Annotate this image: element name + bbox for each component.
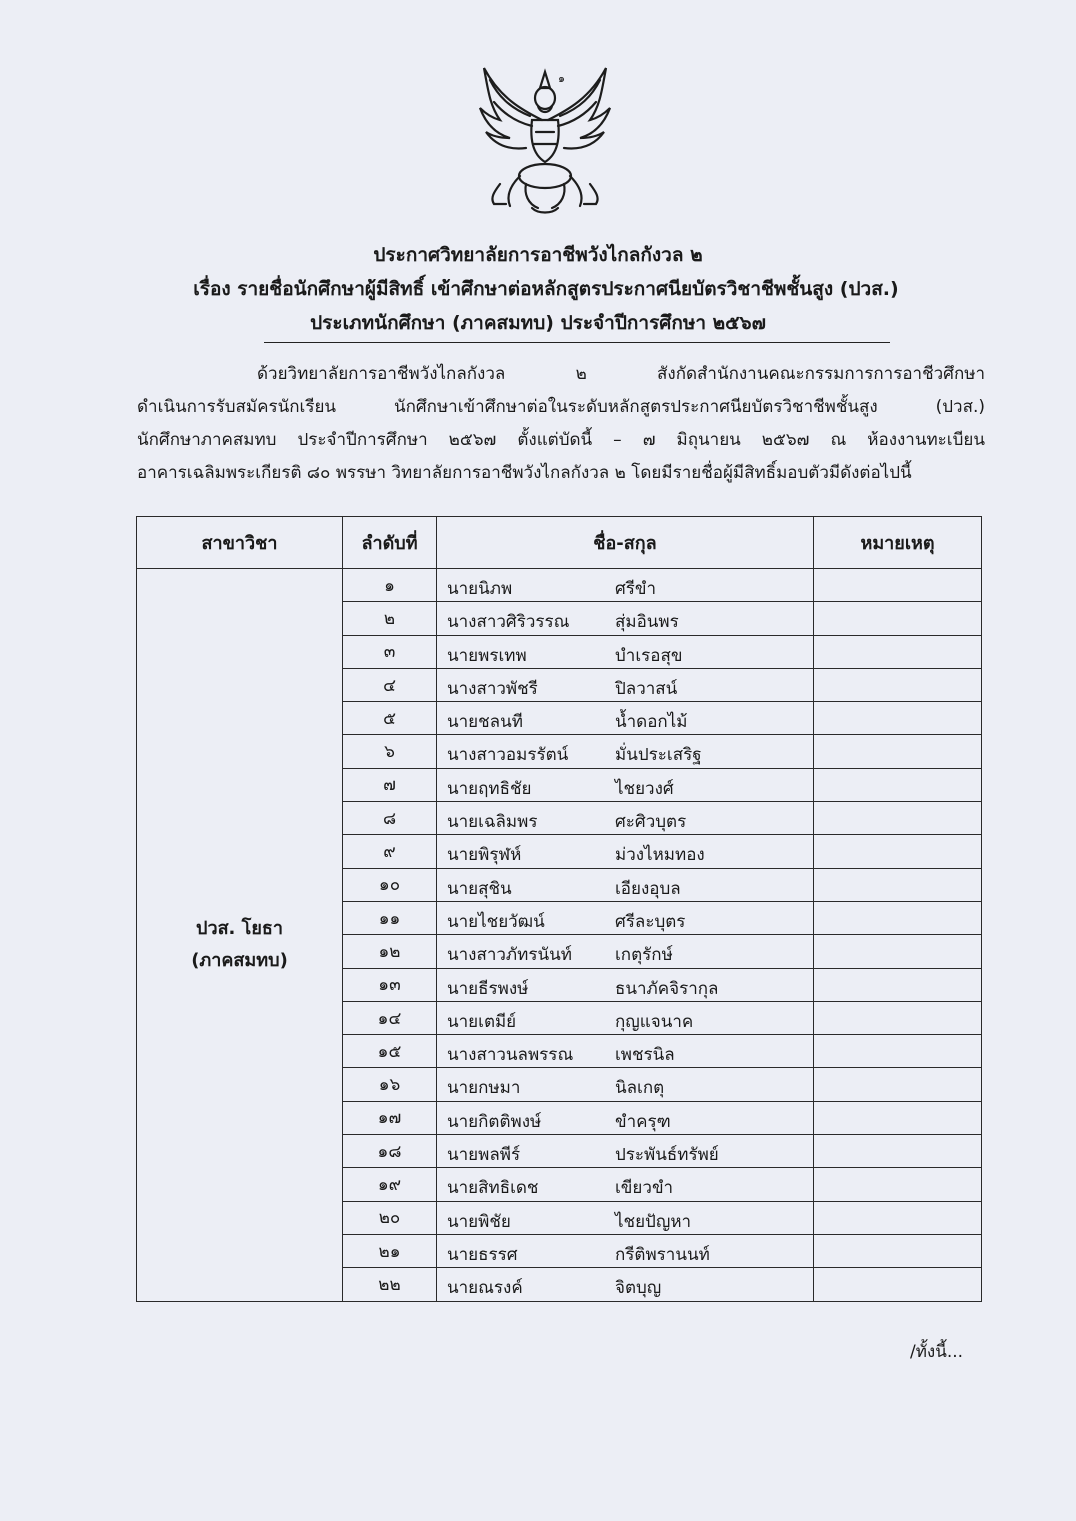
- garuda-emblem-icon: [470, 58, 620, 216]
- student-last-name: ปิลวาสน์: [615, 678, 678, 699]
- remark-cell: [814, 1168, 982, 1201]
- row-number: ๗: [343, 768, 437, 801]
- student-first-name: นายกษมา: [447, 1078, 521, 1099]
- student-first-name: นายณรงค์: [447, 1278, 523, 1299]
- student-first-name: นางสาวอมรรัตน์: [447, 745, 569, 766]
- student-last-name: นิลเกตุ: [615, 1078, 665, 1099]
- remark-cell: [814, 702, 982, 735]
- student-first-name: นายสิทธิเดช: [447, 1178, 539, 1199]
- student-first-name: นายพลพีร์: [447, 1145, 521, 1166]
- student-first-name: นายนิภพ: [447, 579, 513, 599]
- student-last-name: น้ำดอกไม้: [615, 712, 688, 733]
- emblem-digit: ๑: [558, 72, 565, 85]
- student-last-name: ไชยวงศ์: [615, 778, 674, 799]
- row-number: ๙: [343, 835, 437, 868]
- student-name-cell: [437, 901, 814, 934]
- student-last-name: ม่วงไหมทอง: [615, 845, 705, 866]
- student-first-name: นายสุชิน: [447, 878, 512, 899]
- student-name-cell: [437, 702, 814, 735]
- row-number: ๔: [343, 668, 437, 701]
- student-last-name: สุ่มอินพร: [615, 612, 679, 633]
- student-last-name: ศรีละบุตร: [615, 911, 686, 932]
- body-paragraph-line-1: ด้วยวิทยาลัยการอาชีพวังไกลกังวล ๒ สังกัดสำนักงานคณะกรรมการการอาชีวศึกษา: [257, 364, 985, 384]
- student-name-cell: [437, 1001, 814, 1034]
- student-name-cell: [437, 1201, 814, 1234]
- student-last-name: ประพันธ์ทรัพย์: [615, 1145, 719, 1166]
- header-remark: หมายเหตุ: [814, 517, 982, 569]
- row-number: ๑๗: [343, 1101, 437, 1134]
- student-name-cell: [437, 668, 814, 701]
- row-number: ๕: [343, 702, 437, 735]
- remark-cell: [814, 868, 982, 901]
- remark-cell: [814, 835, 982, 868]
- remark-cell: [814, 1068, 982, 1101]
- student-name-cell: [437, 1234, 814, 1267]
- student-last-name: กุญแจนาค: [615, 1011, 694, 1032]
- remark-cell: [814, 802, 982, 835]
- header-number: ลำดับที่: [343, 517, 437, 569]
- student-name-cell: [437, 835, 814, 868]
- student-name-cell: [437, 1068, 814, 1101]
- student-name-cell: [437, 802, 814, 835]
- row-number: ๒๐: [343, 1201, 437, 1234]
- student-last-name: ธนาภัคจิรากุล: [615, 978, 719, 999]
- remark-cell: [814, 768, 982, 801]
- row-number: ๑๙: [343, 1168, 437, 1201]
- student-first-name: นายฤทธิชัย: [447, 778, 532, 799]
- row-number: ๓: [343, 635, 437, 668]
- student-last-name: เขียวขำ: [615, 1178, 674, 1199]
- student-name-cell: [437, 602, 814, 635]
- remark-cell: [814, 901, 982, 934]
- student-last-name: ไชยปัญหา: [615, 1211, 692, 1232]
- header-name: ชื่อ-สกุล: [437, 517, 814, 569]
- student-last-name: เอียงอุบล: [615, 878, 681, 899]
- remark-cell: [814, 1234, 982, 1267]
- student-last-name: ศรีขำ: [615, 579, 657, 599]
- continuation-note: /ทั้งนี้...: [910, 1342, 964, 1362]
- student-name-cell: [437, 735, 814, 768]
- student-first-name: นายธีรพงษ์: [447, 978, 529, 999]
- remark-cell: [814, 1268, 982, 1301]
- announcement-subject: เรื่อง รายชื่อนักศึกษาผู้มีสิทธิ์ เข้าศึกษาต่อหลักสูตรประกาศนียบัตรวิชาชีพชั้นสูง (ปวส.): [193, 278, 899, 300]
- row-number: ๑๖: [343, 1068, 437, 1101]
- remark-cell: [814, 1201, 982, 1234]
- row-number: ๑๑: [343, 901, 437, 934]
- remark-cell: [814, 635, 982, 668]
- row-number: ๑๘: [343, 1135, 437, 1168]
- remark-cell: [814, 1135, 982, 1168]
- body-paragraph-line-3: นักศึกษาภาคสมทบ ประจำปีการศึกษา ๒๕๖๗ ตั้งแต่บัดนี้ – ๗ มิถุนายน ๒๕๖๗ ณ ห้องงานทะเบียน: [137, 430, 985, 450]
- row-number: ๒๑: [343, 1234, 437, 1267]
- title-underline: [264, 342, 890, 343]
- student-name-cell: [437, 1101, 814, 1134]
- student-first-name: นายพิชัย: [447, 1211, 511, 1232]
- student-first-name: นายกิตติพงษ์: [447, 1111, 542, 1132]
- row-number: ๑๕: [343, 1035, 437, 1068]
- remark-cell: [814, 735, 982, 768]
- student-first-name: นางสาวศิริวรรณ: [447, 612, 570, 633]
- student-last-name: ขำครุฑ: [615, 1111, 671, 1132]
- row-number: ๑๒: [343, 935, 437, 968]
- remark-cell: [814, 602, 982, 635]
- student-last-name: ศะศิวบุตร: [615, 812, 687, 833]
- student-first-name: นายเตมีย์: [447, 1011, 517, 1032]
- student-last-name: เกตุรักษ์: [615, 945, 673, 966]
- remark-cell: [814, 1001, 982, 1034]
- student-name-cell: [437, 1035, 814, 1068]
- student-first-name: นางสาวนลพรรณ: [447, 1045, 574, 1066]
- remark-cell: [814, 935, 982, 968]
- row-number: ๒๒: [343, 1268, 437, 1301]
- student-first-name: นายชลนที: [447, 712, 523, 733]
- remark-cell: [814, 569, 982, 602]
- student-last-name: บำเรอสุข: [615, 645, 683, 666]
- row-number: ๑๐: [343, 868, 437, 901]
- student-name-cell: [437, 768, 814, 801]
- row-number: ๑๓: [343, 968, 437, 1001]
- student-list-table: [136, 516, 982, 1302]
- student-first-name: นางสาวภัทรนันท์: [447, 945, 572, 966]
- student-name-cell: [437, 1268, 814, 1301]
- student-name-cell: [437, 935, 814, 968]
- student-name-cell: [437, 868, 814, 901]
- remark-cell: [814, 1035, 982, 1068]
- student-first-name: นายพิรุฬห์: [447, 845, 522, 866]
- row-number: ๖: [343, 735, 437, 768]
- table-row: [137, 569, 982, 602]
- remark-cell: [814, 1101, 982, 1134]
- row-number: ๑๔: [343, 1001, 437, 1034]
- remark-cell: [814, 668, 982, 701]
- remark-cell: [814, 968, 982, 1001]
- student-first-name: นายพรเทพ: [447, 645, 527, 666]
- announcement-title: ประกาศวิทยาลัยการอาชีพวังไกลกังวล ๒: [373, 244, 703, 266]
- body-paragraph-line-4: อาคารเฉลิมพระเกียรติ ๘๐ พรรษา วิทยาลัยการอาชีพวังไกลกังวล ๒ โดยมีรายชื่อผู้มีสิทธิ์มอบตัวมีดังต่อไปนี้: [137, 463, 912, 483]
- student-name-cell: [437, 1168, 814, 1201]
- student-last-name: เพชรนิล: [615, 1045, 675, 1066]
- student-name-cell: [437, 635, 814, 668]
- subject-name: ปวส. โยธา: [196, 917, 283, 939]
- header-subject: สาขาวิชา: [137, 517, 343, 569]
- announcement-type-year: ประเภทนักศึกษา (ภาคสมทบ) ประจำปีการศึกษา ๒๕๖๗: [310, 312, 766, 334]
- student-last-name: กรีติพรานนท์: [615, 1244, 710, 1265]
- row-number: ๒: [343, 602, 437, 635]
- row-number: ๑: [343, 569, 437, 602]
- subject-cell: [137, 569, 343, 1302]
- row-number: ๘: [343, 802, 437, 835]
- body-paragraph-line-2: ดำเนินการรับสมัครนักเรียน นักศึกษาเข้าศึกษาต่อในระดับหลักสูตรประกาศนียบัตรวิชาชีพชั้นสูง (ปวส.): [137, 397, 985, 417]
- student-last-name: มั่นประเสริฐ: [615, 745, 702, 766]
- student-first-name: นายเฉลิมพร: [447, 812, 538, 833]
- student-last-name: จิตบุญ: [615, 1278, 662, 1299]
- student-name-cell: [437, 569, 814, 602]
- student-name-cell: [437, 1135, 814, 1168]
- table-header-row: [137, 517, 982, 569]
- student-first-name: นายธรรศ: [447, 1244, 518, 1265]
- subject-type: (ภาคสมทบ): [191, 949, 288, 971]
- student-first-name: นายไชยวัฒน์: [447, 911, 545, 932]
- student-first-name: นางสาวพัชรี: [447, 678, 538, 699]
- student-name-cell: [437, 968, 814, 1001]
